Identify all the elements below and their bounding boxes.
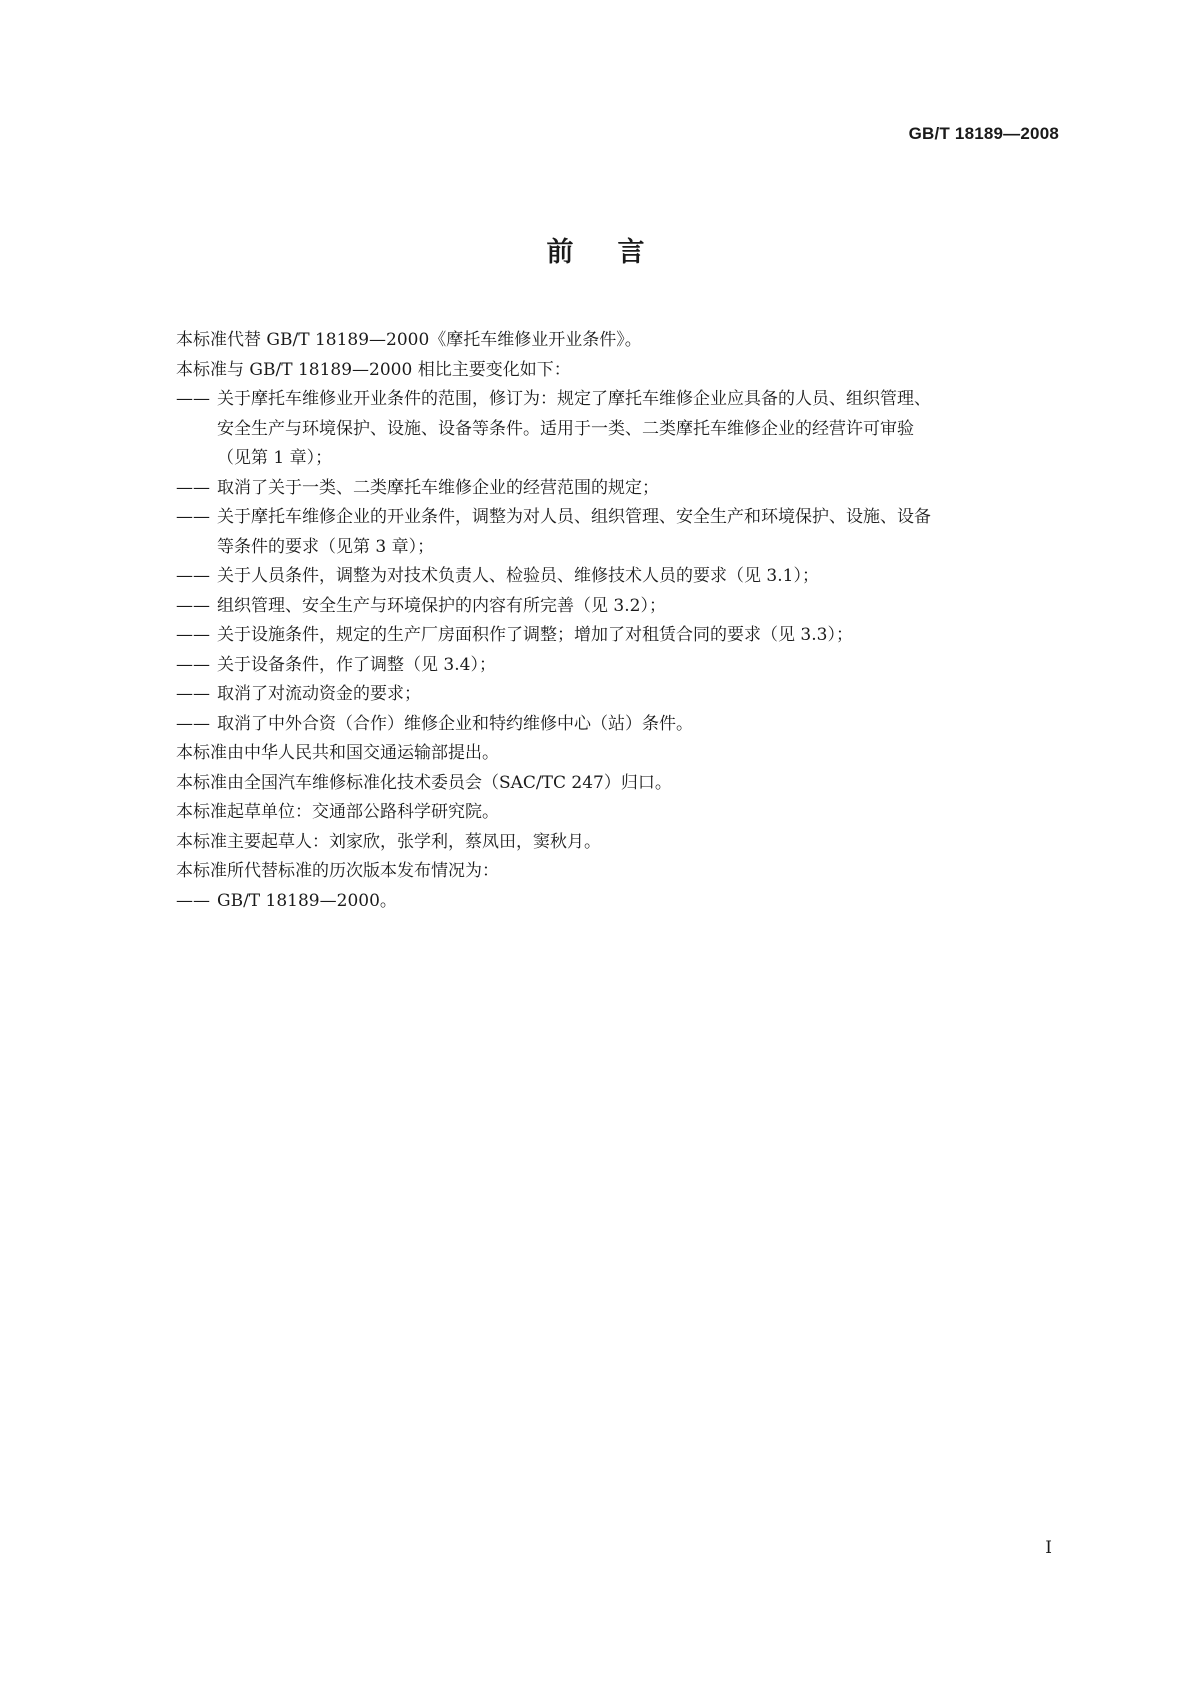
change-item bbox=[176, 474, 1061, 504]
change-line: 取消了关于一类、二类摩托车维修企业的经营范围的规定； bbox=[217, 477, 659, 498]
page-number: I bbox=[1045, 1538, 1052, 1558]
change-text bbox=[217, 680, 1061, 710]
change-text bbox=[217, 621, 1061, 651]
change-text bbox=[217, 710, 1061, 740]
change-line: （见第 1 章）； bbox=[217, 448, 333, 468]
change-text bbox=[217, 562, 1061, 592]
dash-marker: —— bbox=[176, 684, 210, 704]
page-title: 前言 bbox=[546, 237, 689, 268]
drafters-statement: 本标准主要起草人：刘家欣，张学利，蔡凤田，窦秋月。 bbox=[176, 831, 601, 852]
drafting-unit-statement: 本标准起草单位：交通部公路科学研究院。 bbox=[176, 802, 499, 822]
dash-marker: —— bbox=[176, 566, 210, 586]
change-line: 取消了对流动资金的要求； bbox=[217, 684, 421, 704]
change-item bbox=[176, 651, 1061, 681]
change-text bbox=[217, 592, 1061, 622]
centralized-by-statement: 本标准由全国汽车维修标准化技术委员会（SAC/TC 247）归口。 bbox=[176, 772, 672, 793]
change-item bbox=[176, 621, 1061, 651]
change-text bbox=[217, 385, 1061, 474]
change-line: 取消了中外合资（合作）维修企业和特约维修中心（站）条件。 bbox=[217, 713, 693, 734]
change-text bbox=[217, 503, 1061, 562]
standard-code: GB/T 18189—2008 bbox=[908, 124, 1059, 143]
change-line: 关于设施条件，规定的生产厂房面积作了调整；增加了对租赁合同的要求（见 3.3）； bbox=[217, 625, 853, 645]
change-item bbox=[176, 680, 1061, 710]
proposed-by-statement: 本标准由中华人民共和国交通运输部提出。 bbox=[176, 743, 499, 763]
dash-marker: —— bbox=[176, 625, 210, 645]
changes-list bbox=[176, 385, 1061, 739]
change-line: 关于人员条件，调整为对技术负责人、检验员、维修技术人员的要求（见 3.1）； bbox=[217, 566, 819, 586]
change-item bbox=[176, 710, 1061, 740]
dash-marker: —— bbox=[176, 890, 210, 911]
change-item bbox=[176, 562, 1061, 592]
change-line: 关于摩托车维修企业的开业条件，调整为对人员、组织管理、安全生产和环境保护、设施、设备 bbox=[217, 507, 931, 527]
dash-marker: —— bbox=[176, 389, 210, 409]
change-item bbox=[176, 592, 1061, 622]
change-line: 等条件的要求（见第 3 章）； bbox=[217, 536, 435, 557]
history-heading: 本标准所代替标准的历次版本发布情况为： bbox=[176, 861, 499, 881]
dash-marker: —— bbox=[176, 507, 210, 527]
replaces-statement: 本标准代替 GB/T 18189—2000《摩托车维修业开业条件》。 bbox=[176, 330, 642, 350]
dash-marker: —— bbox=[176, 477, 210, 498]
change-text bbox=[217, 474, 1061, 504]
change-line: 安全生产与环境保护、设施、设备等条件。适用于一类、二类摩托车维修企业的经营许可审验 bbox=[217, 418, 914, 439]
change-line: 关于摩托车维修业开业条件的范围，修订为：规定了摩托车维修企业应具备的人员、组织管理、 bbox=[217, 389, 931, 409]
foreword-body bbox=[176, 326, 1061, 916]
change-item bbox=[176, 503, 1061, 562]
dash-marker: —— bbox=[176, 595, 210, 616]
change-line: 组织管理、安全生产与环境保护的内容有所完善（见 3.2）； bbox=[217, 595, 666, 616]
change-line: 关于设备条件，作了调整（见 3.4）； bbox=[217, 654, 496, 675]
changes-heading: 本标准与 GB/T 18189—2000 相比主要变化如下： bbox=[176, 359, 571, 380]
history-text: GB/T 18189—2000。 bbox=[217, 890, 397, 911]
dash-marker: —— bbox=[176, 713, 210, 734]
change-text bbox=[217, 651, 1061, 681]
change-item bbox=[176, 385, 1061, 474]
dash-marker: —— bbox=[176, 654, 210, 675]
history-item bbox=[176, 887, 1061, 917]
